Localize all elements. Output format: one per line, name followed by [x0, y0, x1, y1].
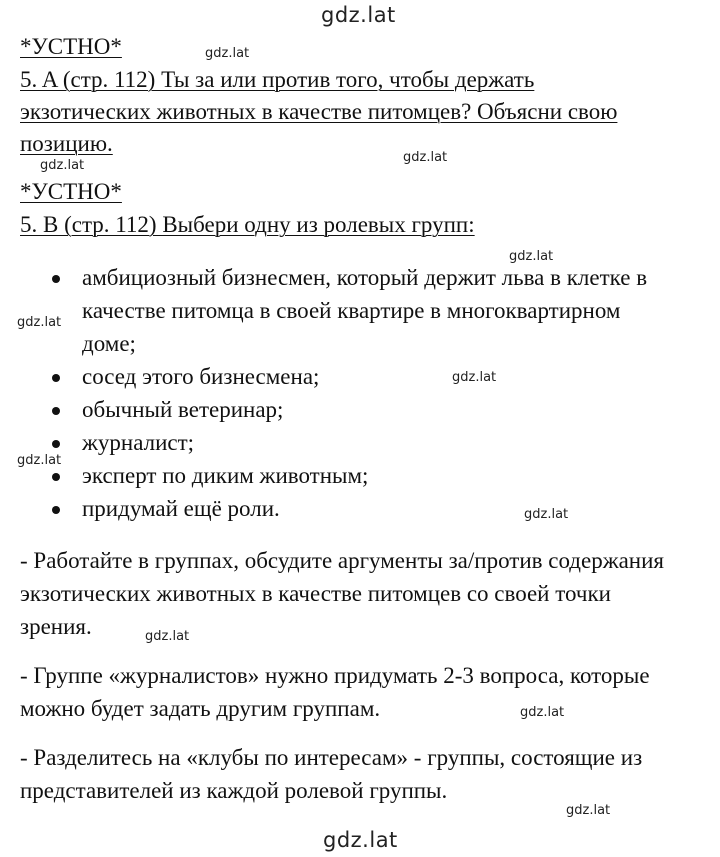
- task-a-line: экзотических животных в качестве питомцев? Объясни свою: [20, 99, 618, 124]
- task-b-heading: 5. B (стр. 112) Выбери одну из ролевых групп:: [20, 212, 475, 237]
- instruction-line: - Разделитесь на «клубы по интересам» - группы, состоящие из: [20, 745, 643, 770]
- watermark: gdz.lat: [145, 629, 190, 644]
- watermark: gdz.lat: [321, 3, 396, 27]
- instruction-line: зрения.: [20, 614, 92, 639]
- watermark: gdz.lat: [524, 507, 569, 522]
- list-item-text: эксперт по диким животным;: [82, 463, 369, 488]
- watermark: gdz.lat: [509, 249, 554, 264]
- watermark: gdz.lat: [40, 158, 85, 173]
- watermark: gdz.lat: [17, 315, 62, 330]
- instruction-line: - Работайте в группах, обсудите аргументы за/против содержания: [20, 548, 664, 573]
- list-item-text: сосед этого бизнесмена;: [82, 364, 320, 389]
- task-a-label: *УСТНО*: [20, 34, 122, 59]
- bullet-icon: [52, 440, 60, 448]
- watermark: gdz.lat: [566, 803, 611, 818]
- list-item-text: журналист;: [82, 430, 195, 455]
- instruction-line: представителей из каждой ролевой группы.: [20, 778, 448, 803]
- bullet-icon: [52, 506, 60, 514]
- task-a-line: позицию.: [20, 131, 113, 156]
- watermark: gdz.lat: [205, 46, 250, 61]
- watermark: gdz.lat: [17, 453, 62, 468]
- watermark: gdz.lat: [520, 705, 565, 720]
- list-item-text: придумай ещё роли.: [82, 496, 280, 521]
- task-b-label: *УСТНО*: [20, 179, 122, 204]
- watermark: gdz.lat: [452, 370, 497, 385]
- list-item-text: обычный ветеринар;: [82, 397, 284, 422]
- watermark: gdz.lat: [403, 150, 448, 165]
- watermark: gdz.lat: [323, 828, 398, 852]
- list-item-text: доме;: [82, 331, 136, 356]
- instruction-line: можно будет задать другим группам.: [20, 696, 381, 721]
- bullet-icon: [52, 473, 60, 481]
- list-item-text: амбициозный бизнесмен, который держит льва в клетке в: [82, 265, 648, 290]
- task-a-line: 5. A (стр. 112) Ты за или против того, чтобы держать: [20, 67, 535, 92]
- bullet-icon: [52, 374, 60, 382]
- instruction-line: экзотических животных в качестве питомцев со своей точки: [20, 581, 611, 606]
- bullet-icon: [52, 275, 60, 283]
- instruction-line: - Группе «журналистов» нужно придумать 2-3 вопроса, которые: [20, 663, 650, 688]
- list-item-text: качестве питомца в своей квартире в многоквартирном: [82, 298, 621, 323]
- bullet-icon: [52, 407, 60, 415]
